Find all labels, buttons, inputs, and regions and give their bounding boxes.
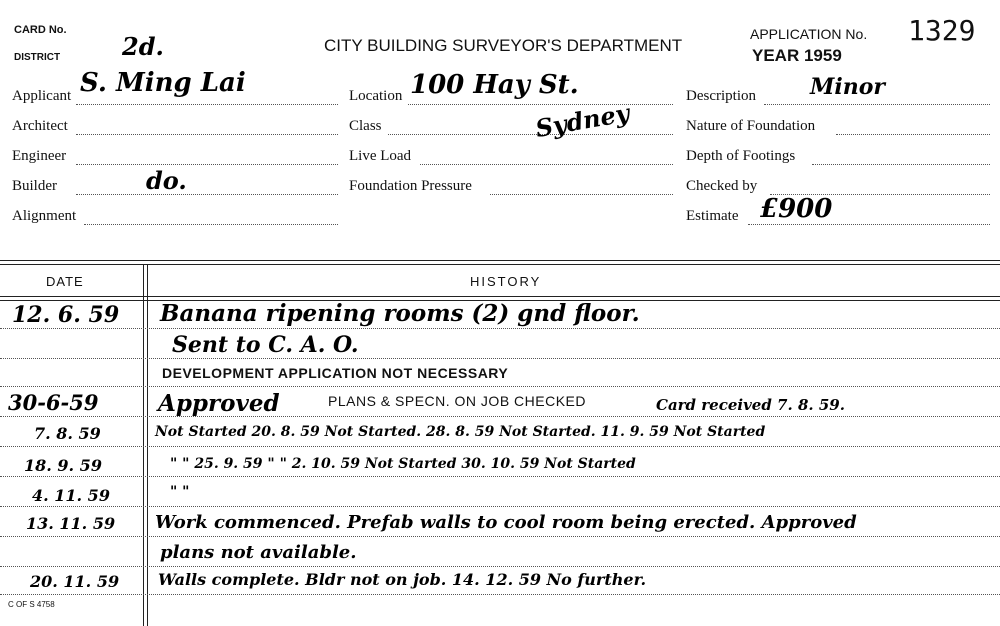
history-date: 13. 11. 59 [26,514,116,533]
history-entry: " " 25. 9. 59 " " 2. 10. 59 Not Started 30. 10. 59 Not Started [170,456,636,472]
history-date: 20. 11. 59 [30,572,120,591]
history-entry: Not Started 20. 8. 59 Not Started. 28. 8. 59 Not Started. 11. 9. 59 Not Started [155,424,766,440]
nature-of-foundation-label: Nature of Foundation [686,118,816,134]
history-entry: Walls complete. Bldr not on job. 14. 12. 59 No further. [158,570,647,589]
history-date: 18. 9. 59 [24,456,102,475]
engineer-label: Engineer [12,148,67,164]
estimate-label: Estimate [686,208,739,224]
history-date: 30-6-59 [8,390,99,415]
history-entry: Card received 7. 8. 59. [656,396,845,414]
estimate-value: £900 [760,194,833,224]
history-date: 4. 11. 59 [32,486,110,505]
application-number: 1329 [908,14,976,47]
card-no-label: CARD No. [14,24,67,36]
history-stamp: PLANS & SPECN. ON JOB CHECKED [328,393,587,409]
alignment-label: Alignment [12,208,77,224]
description-label: Description [686,88,756,104]
history-entry: Approved [158,390,280,417]
history-entry: Work commenced. Prefab walls to cool room being erected. Approved [155,512,857,533]
architect-label: Architect [12,118,68,134]
location-label: Location [349,88,403,104]
history-entry: Banana ripening rooms (2) gnd floor. [160,300,640,327]
location-value-2: Sydney [533,97,632,144]
application-no-label: APPLICATION No. [750,26,868,42]
history-date: 7. 8. 59 [34,424,101,443]
description-value: Minor [810,74,885,100]
live-load-label: Live Load [349,148,412,164]
form-code: C OF S 4758 [8,600,55,609]
history-entry: plans not available. [160,542,357,563]
depth-of-footings-label: Depth of Footings [686,148,796,164]
builder-label: Builder [12,178,57,194]
history-stamp: DEVELOPMENT APPLICATION NOT NECESSARY [162,365,509,381]
history-column-header: HISTORY [470,274,542,289]
history-date: 12. 6. 59 [12,302,120,328]
checked-by-label: Checked by [686,178,758,194]
foundation-pressure-label: Foundation Pressure [349,178,472,194]
year-label: YEAR 1959 [752,46,842,65]
department-title: CITY BUILDING SURVEYOR'S DEPARTMENT [324,36,683,55]
location-value: 100 Hay St. [410,70,579,100]
class-label: Class [349,118,382,134]
district-value: 2d. [122,32,164,61]
applicant-label: Applicant [12,88,72,104]
history-entry: Sent to C. A. O. [172,332,359,358]
builder-value: do. [146,166,187,195]
applicant-value: S. Ming Lai [80,68,246,98]
history-entry: " " [170,484,190,500]
district-label: DISTRICT [14,52,61,63]
date-column-header: DATE [46,274,84,289]
